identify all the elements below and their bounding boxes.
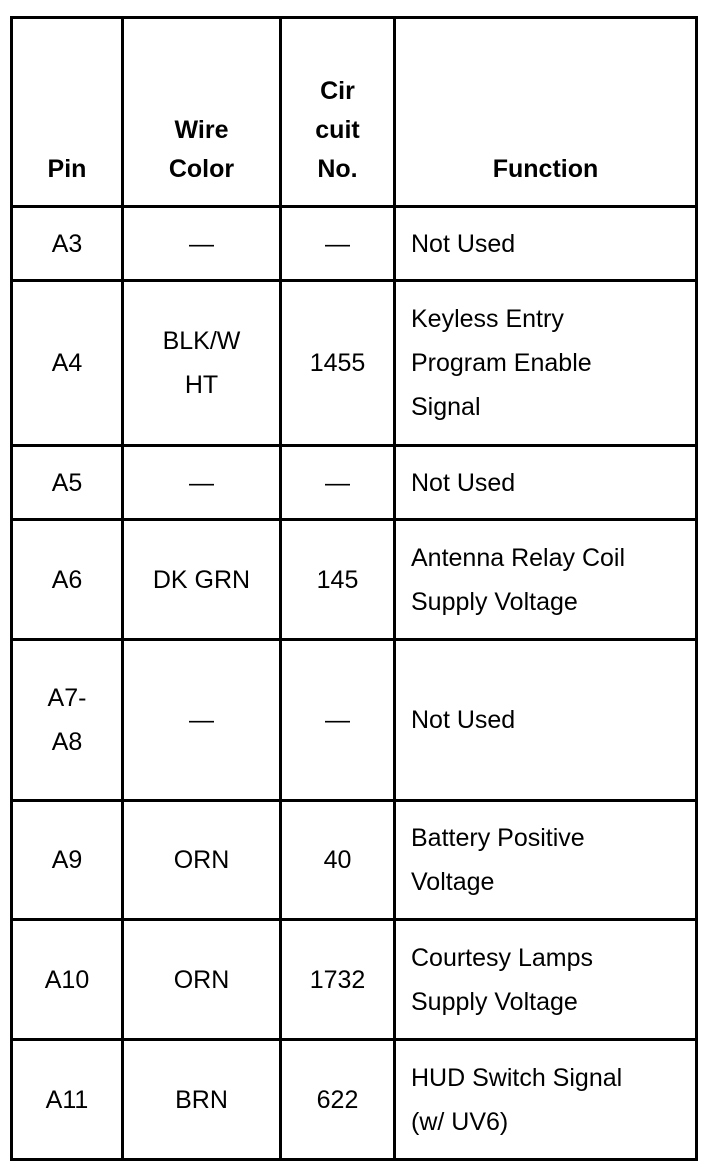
cell-circuit-no: 622 <box>281 1040 395 1160</box>
table-row <box>12 520 697 640</box>
cell-pin: A11 <box>12 1040 123 1160</box>
cell-function: Not Used <box>395 207 697 281</box>
cell-function: Battery Positive Voltage <box>395 801 697 920</box>
cell-wire-color: DK GRN <box>123 520 281 640</box>
cell-circuit-no: — <box>281 446 395 520</box>
cell-pin: A10 <box>12 920 123 1040</box>
cell-circuit-no: 145 <box>281 520 395 640</box>
cell-function: Not Used <box>395 446 697 520</box>
cell-pin: A4 <box>12 281 123 446</box>
table-row <box>12 640 697 801</box>
cell-wire-color: ORN <box>123 920 281 1040</box>
table-row <box>12 1040 697 1160</box>
cell-pin: A5 <box>12 446 123 520</box>
table-row <box>12 446 697 520</box>
cell-wire-color: — <box>123 446 281 520</box>
cell-function: Courtesy Lamps Supply Voltage <box>395 920 697 1040</box>
cell-wire-color: ORN <box>123 801 281 920</box>
cell-wire-color: BRN <box>123 1040 281 1160</box>
cell-wire-color: — <box>123 207 281 281</box>
cell-function: HUD Switch Signal (w/ UV6) <box>395 1040 697 1160</box>
cell-circuit-no: — <box>281 207 395 281</box>
cell-pin: A3 <box>12 207 123 281</box>
table-row <box>12 281 697 446</box>
cell-pin: A9 <box>12 801 123 920</box>
table-row <box>12 920 697 1040</box>
header-wire-color: Wire Color <box>123 18 281 207</box>
cell-circuit-no: 40 <box>281 801 395 920</box>
cell-wire-color: — <box>123 640 281 801</box>
cell-function: Antenna Relay Coil Supply Voltage <box>395 520 697 640</box>
cell-wire-color: BLK/W HT <box>123 281 281 446</box>
header-circuit-no: Cir cuit No. <box>281 18 395 207</box>
table-row <box>12 801 697 920</box>
header-function: Function <box>395 18 697 207</box>
header-pin: Pin <box>12 18 123 207</box>
cell-function: Not Used <box>395 640 697 801</box>
cell-circuit-no: 1455 <box>281 281 395 446</box>
cell-pin: A6 <box>12 520 123 640</box>
header-row <box>12 18 697 207</box>
cell-pin: A7- A8 <box>12 640 123 801</box>
cell-function: Keyless Entry Program Enable Signal <box>395 281 697 446</box>
cell-circuit-no: — <box>281 640 395 801</box>
cell-circuit-no: 1732 <box>281 920 395 1040</box>
connector-pinout-table <box>10 16 698 1161</box>
table-row <box>12 207 697 281</box>
